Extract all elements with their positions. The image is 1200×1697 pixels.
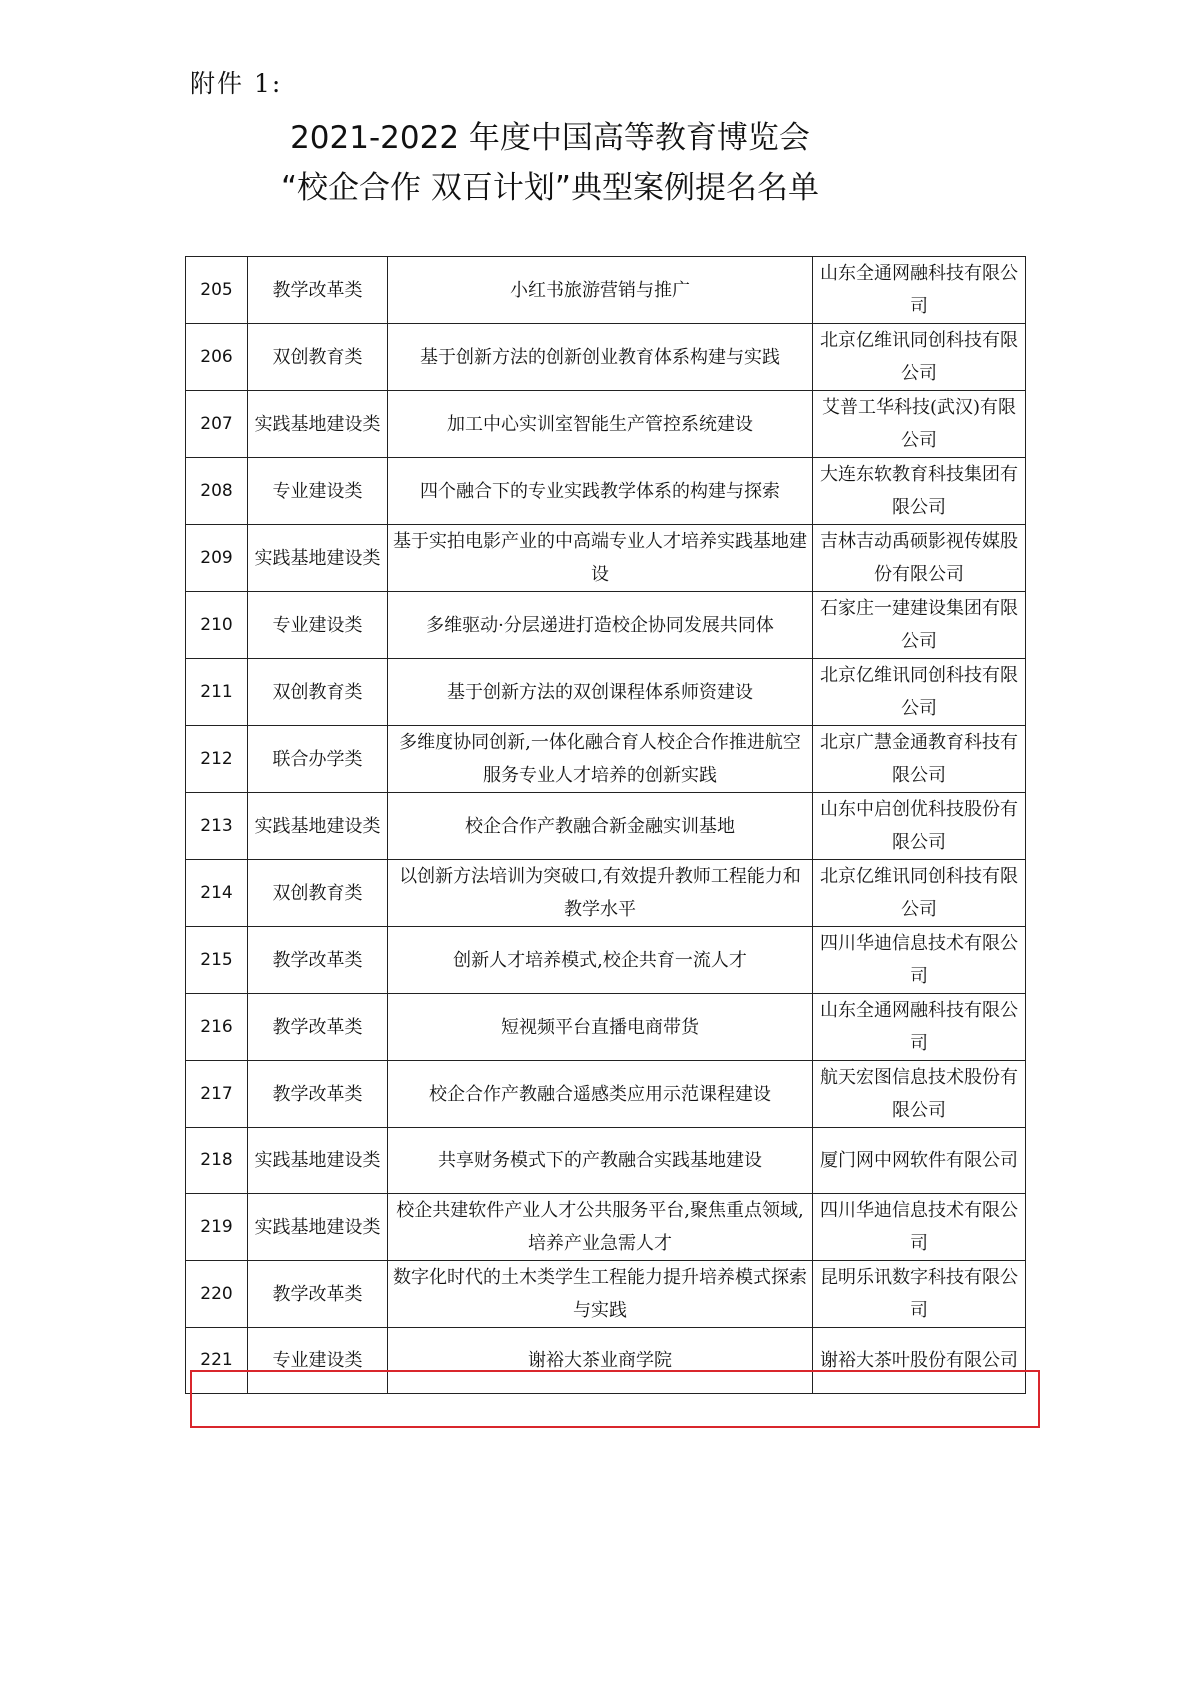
project-cell: 创新人才培养模式,校企共育一流人才 <box>388 927 813 994</box>
category-cell: 专业建设类 <box>248 592 388 659</box>
project-cell: 基于创新方法的双创课程体系师资建设 <box>388 659 813 726</box>
category-cell: 教学改革类 <box>248 257 388 324</box>
category-cell: 实践基地建设类 <box>248 525 388 592</box>
project-cell: 校企合作产教融合遥感类应用示范课程建设 <box>388 1061 813 1128</box>
row-number: 220 <box>186 1261 248 1328</box>
table-row <box>186 860 1026 927</box>
company-cell: 北京亿维讯同创科技有限公司 <box>813 659 1026 726</box>
row-number: 221 <box>186 1328 248 1394</box>
nomination-table <box>185 256 1026 1394</box>
project-cell: 四个融合下的专业实践教学体系的构建与探索 <box>388 458 813 525</box>
company-cell: 吉林吉动禹硕影视传媒股份有限公司 <box>813 525 1026 592</box>
row-number: 212 <box>186 726 248 793</box>
nomination-table-body <box>186 257 1026 1394</box>
company-cell: 山东全通网融科技有限公司 <box>813 257 1026 324</box>
project-cell: 校企合作产教融合新金融实训基地 <box>388 793 813 860</box>
table-row <box>186 592 1026 659</box>
table-row <box>186 927 1026 994</box>
row-number: 217 <box>186 1061 248 1128</box>
company-cell: 北京广慧金通教育科技有限公司 <box>813 726 1026 793</box>
project-cell: 以创新方法培训为突破口,有效提升教师工程能力和教学水平 <box>388 860 813 927</box>
row-number: 219 <box>186 1194 248 1261</box>
row-number: 216 <box>186 994 248 1061</box>
table-row <box>186 257 1026 324</box>
project-cell: 共享财务模式下的产教融合实践基地建设 <box>388 1128 813 1194</box>
row-number: 213 <box>186 793 248 860</box>
category-cell: 教学改革类 <box>248 994 388 1061</box>
table-row <box>186 994 1026 1061</box>
category-cell: 教学改革类 <box>248 927 388 994</box>
company-cell: 四川华迪信息技术有限公司 <box>813 927 1026 994</box>
table-row <box>186 726 1026 793</box>
project-cell: 基于创新方法的创新创业教育体系构建与实践 <box>388 324 813 391</box>
project-cell: 校企共建软件产业人才公共服务平台,聚焦重点领域,培养产业急需人才 <box>388 1194 813 1261</box>
row-number: 210 <box>186 592 248 659</box>
project-cell: 数字化时代的土木类学生工程能力提升培养模式探索与实践 <box>388 1261 813 1328</box>
company-cell: 艾普工华科技(武汉)有限公司 <box>813 391 1026 458</box>
table-row <box>186 525 1026 592</box>
row-number: 205 <box>186 257 248 324</box>
company-cell: 石家庄一建建设集团有限公司 <box>813 592 1026 659</box>
row-number: 209 <box>186 525 248 592</box>
row-number: 218 <box>186 1128 248 1194</box>
company-cell: 航天宏图信息技术股份有限公司 <box>813 1061 1026 1128</box>
table-row <box>186 1061 1026 1128</box>
row-number: 215 <box>186 927 248 994</box>
table-row <box>186 1194 1026 1261</box>
category-cell: 专业建设类 <box>248 458 388 525</box>
company-cell: 山东中启创优科技股份有限公司 <box>813 793 1026 860</box>
attachment-label: 附件 1: <box>190 69 283 98</box>
row-number: 207 <box>186 391 248 458</box>
table-row <box>186 793 1026 860</box>
project-cell: 基于实拍电影产业的中高端专业人才培养实践基地建设 <box>388 525 813 592</box>
project-cell: 加工中心实训室智能生产管控系统建设 <box>388 391 813 458</box>
category-cell: 实践基地建设类 <box>248 1194 388 1261</box>
row-number: 211 <box>186 659 248 726</box>
company-cell: 北京亿维讯同创科技有限公司 <box>813 324 1026 391</box>
company-cell: 大连东软教育科技集团有限公司 <box>813 458 1026 525</box>
company-cell: 山东全通网融科技有限公司 <box>813 994 1026 1061</box>
category-cell: 教学改革类 <box>248 1261 388 1328</box>
document-title-line-2: “校企合作 双百计划”典型案例提名名单 <box>281 170 819 206</box>
company-cell: 厦门网中网软件有限公司 <box>813 1128 1026 1194</box>
table-row <box>186 458 1026 525</box>
table-row <box>186 659 1026 726</box>
table-row <box>186 1128 1026 1194</box>
row-number: 214 <box>186 860 248 927</box>
table-row <box>186 1261 1026 1328</box>
category-cell: 双创教育类 <box>248 659 388 726</box>
category-cell: 实践基地建设类 <box>248 1128 388 1194</box>
company-cell: 谢裕大茶叶股份有限公司 <box>813 1328 1026 1394</box>
company-cell: 北京亿维讯同创科技有限公司 <box>813 860 1026 927</box>
project-cell: 多维驱动·分层递进打造校企协同发展共同体 <box>388 592 813 659</box>
category-cell: 双创教育类 <box>248 324 388 391</box>
row-number: 208 <box>186 458 248 525</box>
project-cell: 多维度协同创新,一体化融合育人校企合作推进航空服务专业人才培养的创新实践 <box>388 726 813 793</box>
category-cell: 联合办学类 <box>248 726 388 793</box>
category-cell: 实践基地建设类 <box>248 391 388 458</box>
company-cell: 昆明乐讯数字科技有限公司 <box>813 1261 1026 1328</box>
highlight-box-row-221 <box>190 1370 1040 1428</box>
table-row <box>186 391 1026 458</box>
table-row <box>186 324 1026 391</box>
company-cell: 四川华迪信息技术有限公司 <box>813 1194 1026 1261</box>
category-cell: 实践基地建设类 <box>248 793 388 860</box>
document-title-line-1: 2021-2022 年度中国高等教育博览会 <box>290 120 810 156</box>
category-cell: 专业建设类 <box>248 1328 388 1394</box>
category-cell: 双创教育类 <box>248 860 388 927</box>
project-cell: 短视频平台直播电商带货 <box>388 994 813 1061</box>
project-cell: 小红书旅游营销与推广 <box>388 257 813 324</box>
category-cell: 教学改革类 <box>248 1061 388 1128</box>
row-number: 206 <box>186 324 248 391</box>
project-cell: 谢裕大茶业商学院 <box>388 1328 813 1394</box>
